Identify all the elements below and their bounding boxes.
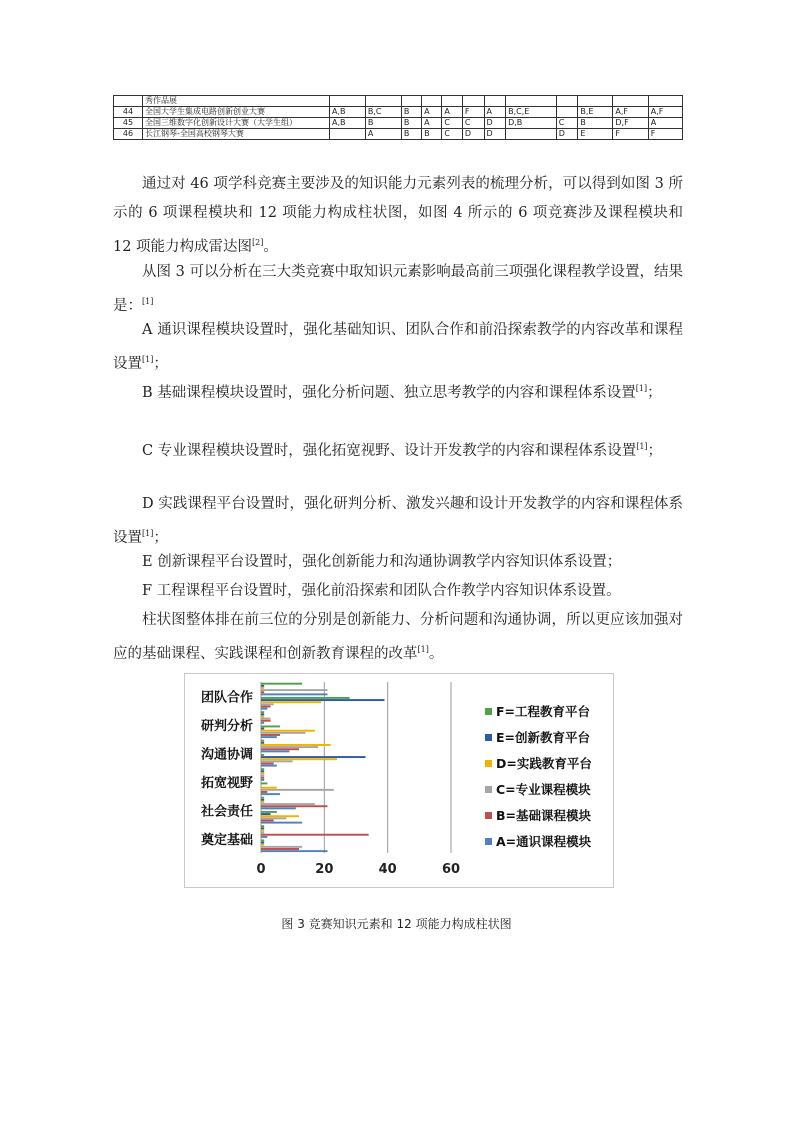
table-cell: B xyxy=(365,118,401,129)
table-cell: D xyxy=(484,129,506,140)
table-cell: A,F xyxy=(648,107,682,118)
bar xyxy=(261,718,271,720)
bar xyxy=(261,699,385,701)
paragraph-analysis-intro xyxy=(113,258,683,321)
bar xyxy=(261,746,318,748)
citation: [1] xyxy=(635,384,648,393)
bar xyxy=(261,791,267,793)
competition-name: 全国大学生集成电路创新创业大赛 xyxy=(143,107,330,118)
category-label: 拓宽视野 xyxy=(200,775,253,791)
bar xyxy=(261,697,350,699)
bar xyxy=(261,777,264,779)
bar xyxy=(261,817,286,819)
table-cell: F xyxy=(613,129,648,140)
figure-caption: 图 3 竞赛知识元素和 12 项能力构成柱状图 xyxy=(281,917,512,931)
competition-name: 秀作品展 xyxy=(143,96,330,107)
punct: ； xyxy=(153,355,168,372)
bar xyxy=(261,839,264,841)
paragraph-item-d xyxy=(113,490,683,553)
table-cell: F xyxy=(462,107,484,118)
table-cell xyxy=(613,96,648,107)
table-cell: A xyxy=(484,107,506,118)
table-row xyxy=(114,107,683,118)
x-tick-label: 20 xyxy=(315,862,334,877)
table-cell: D xyxy=(484,118,506,129)
bar xyxy=(261,756,366,758)
table-row xyxy=(114,129,683,140)
bar xyxy=(261,703,274,705)
bar xyxy=(261,770,264,772)
table-cell: B xyxy=(401,129,421,140)
category-label: 社会责任 xyxy=(200,804,253,820)
table-cell xyxy=(484,96,506,107)
competition-table xyxy=(113,95,683,140)
table-cell: A xyxy=(422,107,442,118)
bar xyxy=(261,687,264,689)
bar xyxy=(261,844,264,846)
bar xyxy=(261,701,321,703)
bar xyxy=(261,691,264,693)
table-cell: A xyxy=(365,129,401,140)
row-number: 44 xyxy=(114,107,143,118)
item-d-text: D 实践课程平台设置时，强化研判分析、激发兴趣和设计开发教学的内容和课程体系设置 xyxy=(113,496,683,546)
bar xyxy=(261,803,315,805)
table-cell: B xyxy=(578,118,613,129)
table-cell: B,C,E xyxy=(506,107,557,118)
x-tick-label: 40 xyxy=(378,862,397,877)
bar xyxy=(261,801,264,803)
bar xyxy=(261,793,280,795)
paragraph-item-f xyxy=(113,577,683,606)
table-cell: E xyxy=(578,129,613,140)
bar xyxy=(261,750,290,752)
bar xyxy=(261,811,277,813)
bar xyxy=(261,758,337,760)
bar xyxy=(261,799,264,801)
paragraph-item-a xyxy=(113,316,683,379)
paragraph-item-c xyxy=(113,432,683,466)
bar xyxy=(261,734,280,736)
bar xyxy=(261,797,264,799)
paragraph-summary-text: 通过对 46 项学科竞赛主要涉及的知识能力元素列表的梳理分析，可以得到如图 3 所示的 6 项课程模块和 12 项能力构成柱状图，如图 4 所示的 6 项竞赛涉及课程模块和 12 项能力构成雷达图 xyxy=(113,176,683,255)
bar xyxy=(261,782,267,784)
citation: [1] xyxy=(142,355,154,364)
bar xyxy=(261,765,277,767)
citation: [1] xyxy=(142,529,154,538)
bar xyxy=(261,807,296,809)
competition-name: 全国三维数字化创新设计大赛（大学生组） xyxy=(143,118,330,129)
citation: [1] xyxy=(636,442,648,451)
punct: ； xyxy=(647,442,663,459)
bar xyxy=(261,775,264,777)
bar xyxy=(261,736,277,738)
bar xyxy=(261,722,264,724)
bar xyxy=(261,744,331,746)
bar-chart xyxy=(184,673,614,888)
bar xyxy=(261,732,305,734)
table-cell xyxy=(462,96,484,107)
bar xyxy=(261,805,328,807)
table-cell: B xyxy=(401,107,421,118)
citation: [1] xyxy=(417,645,429,654)
table-cell xyxy=(330,129,366,140)
table-cell: D,F xyxy=(613,118,648,129)
bar xyxy=(261,760,293,762)
bar xyxy=(261,742,264,744)
bar xyxy=(261,846,302,848)
table-row xyxy=(114,118,683,129)
legend-label: C=专业课程模块 xyxy=(496,782,591,797)
bar xyxy=(261,728,264,730)
legend-swatch xyxy=(485,812,492,819)
table-cell xyxy=(648,96,682,107)
bar xyxy=(261,829,264,831)
category-label: 团队合作 xyxy=(200,690,253,706)
table-cell xyxy=(556,107,578,118)
citation: [2] xyxy=(252,238,264,247)
bar xyxy=(261,768,264,770)
bar xyxy=(261,708,267,710)
paragraph-conclusion xyxy=(113,606,683,669)
table-cell xyxy=(365,96,401,107)
table-cell xyxy=(401,96,421,107)
bar xyxy=(261,787,277,789)
bar xyxy=(261,748,299,750)
table-cell: A,B xyxy=(330,107,366,118)
table-cell xyxy=(506,96,557,107)
bar xyxy=(261,779,264,781)
category-label: 奠定基础 xyxy=(200,832,253,848)
legend-swatch xyxy=(485,734,492,741)
bar xyxy=(261,689,328,691)
item-a-text: A 通识课程模块设置时，强化基础知识、团队合作和前沿探索教学的内容改革和课程设置 xyxy=(113,322,683,372)
bar xyxy=(261,715,264,717)
table-cell xyxy=(442,96,462,107)
conclusion-text: 柱状图整体排在前三位的分别是创新能力、分析问题和沟通协调，所以更应该加强对应的基础课程、实践课程和创新教育课程的改革 xyxy=(113,612,683,662)
paragraph-analysis-text: 从图 3 可以分析在三大类竞赛中取知识元素影响最高前三项强化课程教学设置，结果是： xyxy=(113,264,683,314)
bar xyxy=(261,713,264,715)
table-cell: A xyxy=(648,118,682,129)
row-number: 46 xyxy=(114,129,143,140)
bar xyxy=(261,820,274,822)
table-cell: A xyxy=(442,107,462,118)
bar xyxy=(261,740,264,742)
legend-swatch xyxy=(485,838,492,845)
item-e-text: E 创新课程平台设置时，强化创新能力和沟通协调教学内容知识体系设置； xyxy=(142,554,622,570)
item-b-text: B 基础课程模块设置时，强化分析问题、独立思考教学的内容和课程体系设置 xyxy=(142,384,636,401)
legend-label: D=实践教育平台 xyxy=(496,756,592,771)
bar xyxy=(261,711,264,713)
bar xyxy=(261,825,264,827)
item-c-text: C 专业课程模块设置时，强化拓宽视野、设计开发教学的内容和课程体系设置 xyxy=(142,442,637,459)
bar xyxy=(261,832,264,834)
paragraph-item-b xyxy=(113,374,683,408)
legend-swatch xyxy=(485,786,492,793)
bar xyxy=(261,730,315,732)
x-tick-label: 0 xyxy=(256,862,266,877)
table-cell xyxy=(422,96,442,107)
bar xyxy=(261,822,302,824)
table-cell: D xyxy=(462,129,484,140)
paragraph-item-e xyxy=(113,548,683,577)
punct: 。 xyxy=(263,238,278,255)
bar xyxy=(261,693,328,695)
bar xyxy=(261,725,280,727)
competition-name: 长江钢琴-全国高校钢琴大赛 xyxy=(143,129,330,140)
category-label: 沟通协调 xyxy=(200,747,253,763)
bar xyxy=(261,685,264,687)
item-f-text: F 工程课程平台设置时，强化前沿探索和团队合作教学内容知识体系设置。 xyxy=(142,583,621,599)
punct: ； xyxy=(153,529,168,546)
paragraph-summary xyxy=(113,170,683,262)
legend-label: E=创新教育平台 xyxy=(496,730,591,745)
legend-swatch xyxy=(485,760,492,767)
legend-label: F=工程教育平台 xyxy=(496,704,591,719)
bar xyxy=(261,772,264,774)
bar xyxy=(261,706,271,708)
table-cell: C xyxy=(462,118,484,129)
table-cell: B,E xyxy=(578,107,613,118)
bar xyxy=(261,836,267,838)
table-cell: A,F xyxy=(613,107,648,118)
table-cell: C xyxy=(556,118,578,129)
bar xyxy=(261,813,271,815)
bar xyxy=(261,815,299,817)
table-cell: F xyxy=(648,129,682,140)
bar xyxy=(261,720,271,722)
legend-swatch xyxy=(485,708,492,715)
table-cell: C xyxy=(442,129,462,140)
table-cell xyxy=(330,96,366,107)
bar xyxy=(261,850,328,852)
bar xyxy=(261,848,299,850)
bar xyxy=(261,789,334,791)
table-cell: B,C xyxy=(365,107,401,118)
row-number xyxy=(114,96,143,107)
punct: ； xyxy=(647,384,662,401)
table-cell xyxy=(578,96,613,107)
bar xyxy=(261,763,274,765)
legend-label: A=通识课程模块 xyxy=(496,834,592,849)
table-cell xyxy=(506,129,557,140)
table-cell: B xyxy=(401,118,421,129)
table-row xyxy=(114,96,683,107)
table-cell: B xyxy=(422,129,442,140)
table-cell: C xyxy=(442,118,462,129)
bar-chart-svg xyxy=(185,674,613,887)
bar xyxy=(261,842,264,844)
citation: [1] xyxy=(142,297,154,306)
legend-label: B=基础课程模块 xyxy=(496,808,592,823)
bar xyxy=(261,754,264,756)
table-cell: A xyxy=(422,118,442,129)
table-cell xyxy=(556,96,578,107)
punct: 。 xyxy=(428,645,444,662)
bar xyxy=(261,834,369,836)
row-number: 45 xyxy=(114,118,143,129)
x-tick-label: 60 xyxy=(441,862,461,877)
bar xyxy=(261,683,302,685)
bar xyxy=(261,827,264,829)
table-cell: D xyxy=(556,129,578,140)
table-cell: D,B xyxy=(506,118,557,129)
table-cell: A,B xyxy=(330,118,366,129)
category-label: 研判分析 xyxy=(200,718,253,734)
